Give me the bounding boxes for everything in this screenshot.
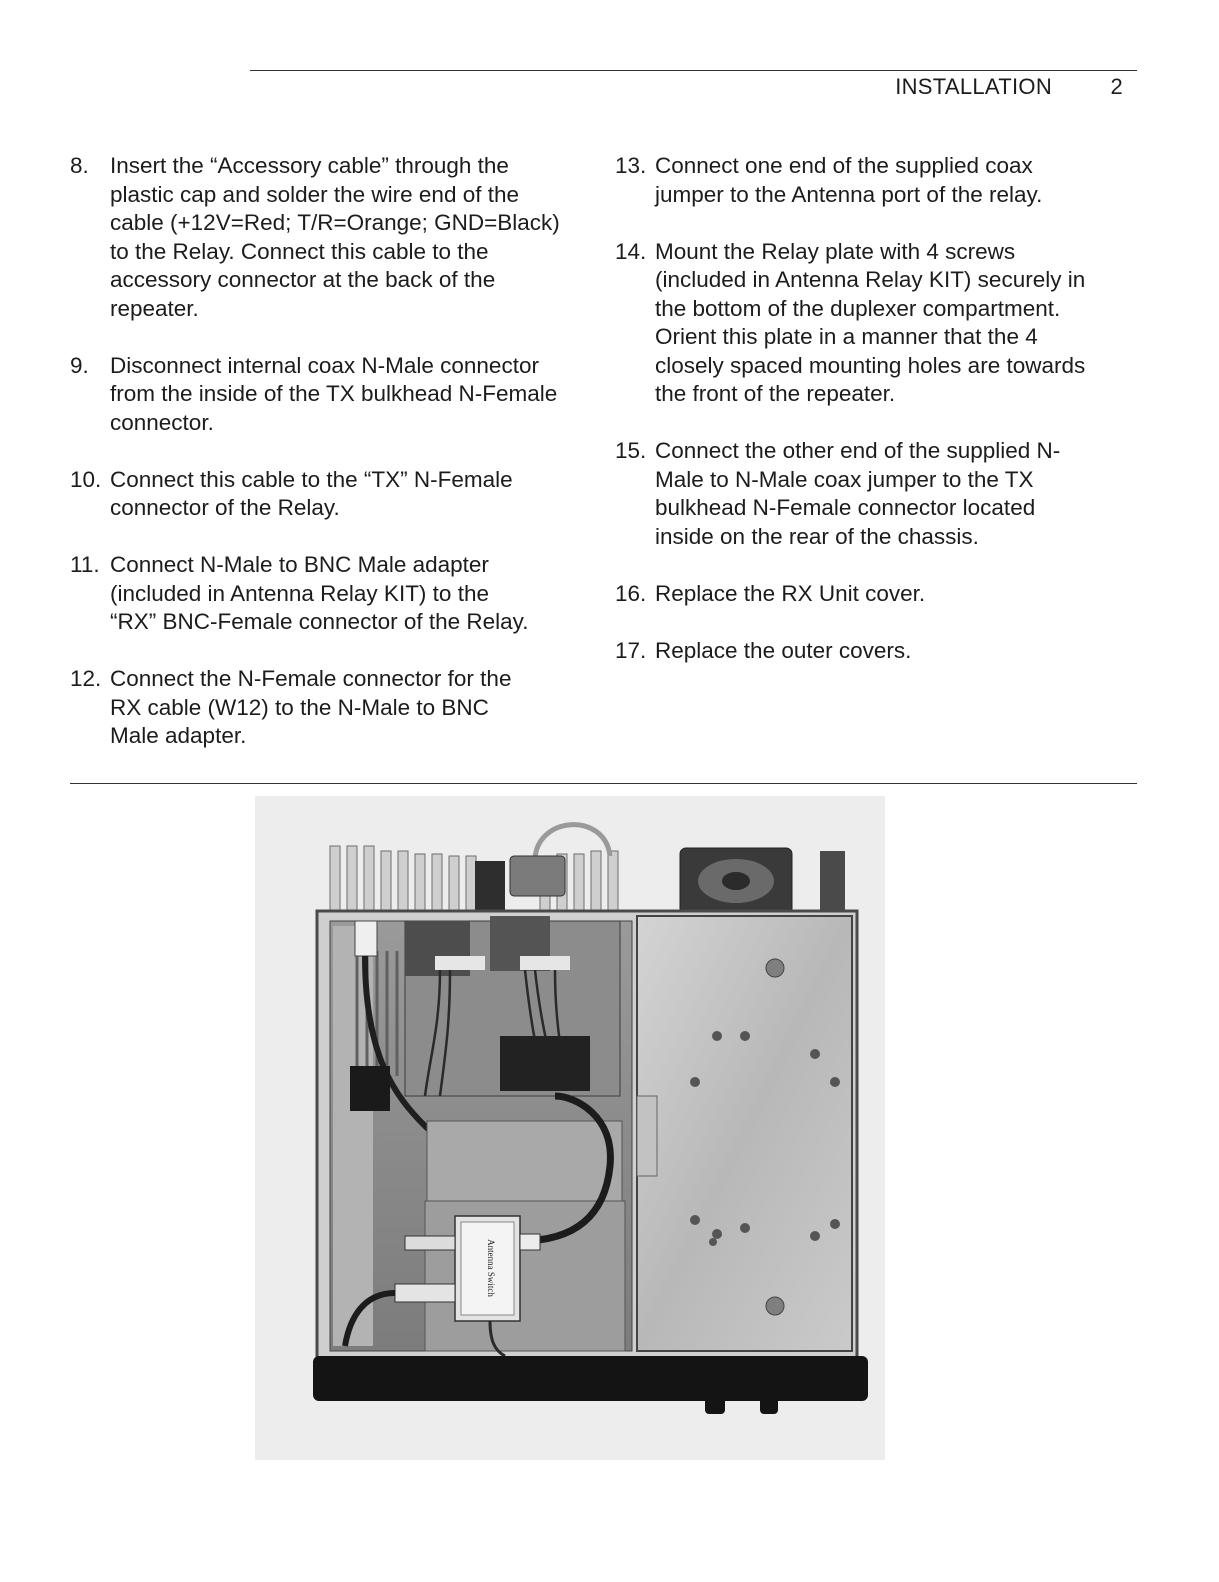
step-text: Connect N-Male to BNC Male adapter (included in Antenna Relay KIT) to the “RX” BNC-Female connector of the Relay. — [110, 552, 529, 634]
step-15 — [615, 437, 1135, 551]
step-number: 14. — [615, 238, 647, 264]
step-text: Replace the RX Unit cover. — [655, 580, 926, 606]
accessory-connector-icon — [510, 856, 565, 896]
step-number: 11. — [70, 552, 100, 577]
step-number: 13. — [615, 153, 647, 178]
step-text: Connect the other end of the supplied N- Male to N-Male coax jumper to the TX bulkhead N-Female connector located inside on the rear of the chassis. — [655, 438, 1061, 549]
step-text: Disconnect internal coax N-Male connector from the inside of the TX bulkhead N-Female connector. — [110, 352, 558, 435]
step-17 — [615, 637, 1135, 666]
step-number: 17. — [615, 637, 647, 663]
step-text: Mount the Relay plate with 4 screws (included in Antenna Relay KIT) securely in the bottom of the duplexer compartment. Orient this plate in a manner that the 4 closely spaced mounting holes are towards the front of the repeater. — [655, 238, 1086, 406]
step-text: Replace the outer covers. — [655, 637, 912, 663]
section-title: INSTALLATION — [895, 74, 1053, 99]
step-13 — [615, 152, 1135, 209]
left-column — [70, 152, 600, 779]
step-9 — [70, 352, 600, 438]
step-number: 9. — [70, 352, 89, 378]
step-text: Connect one end of the supplied coax jumper to the Antenna port of the relay. — [655, 153, 1043, 207]
page-number: 2 — [1110, 74, 1123, 99]
section-divider — [70, 783, 1137, 784]
step-8 — [70, 152, 600, 323]
antenna-relay-box — [455, 1216, 520, 1321]
cooling-fan — [680, 848, 792, 918]
step-number: 16. — [615, 580, 647, 606]
step-number: 8. — [70, 153, 89, 178]
step-text: Connect this cable to the “TX” N-Female connector of the Relay. — [110, 466, 513, 520]
relay-label: Antenna Switch — [486, 1239, 496, 1297]
step-number: 15. — [615, 438, 647, 463]
duplexer-cover — [637, 916, 852, 1351]
step-number: 12. — [70, 666, 102, 691]
step-10 — [70, 466, 600, 523]
step-text: Connect the N-Female connector for the RX cable (W12) to the N-Male to BNC Male adapter. — [110, 666, 512, 748]
step-11 — [70, 551, 600, 637]
rx-adapter-icon — [405, 1236, 455, 1250]
header-rule — [250, 70, 1137, 71]
repeater-interior-photo — [255, 796, 885, 1460]
step-14 — [615, 238, 1135, 409]
tx-bulkhead-connector-icon — [355, 921, 377, 956]
heatsink-fins — [330, 846, 618, 916]
step-text: Insert the “Accessory cable” through the plastic cap and solder the wire end of the cable (+12V=Red; T/R=Orange; GND=Black) to the Relay. Connect this cable to the accessory connector at the back of the repeater. — [110, 153, 560, 321]
step-number: 10. — [70, 466, 102, 492]
step-16 — [615, 580, 1135, 609]
right-column — [615, 152, 1135, 694]
running-header — [895, 74, 1123, 100]
front-panel — [313, 1356, 868, 1401]
step-12 — [70, 665, 600, 751]
